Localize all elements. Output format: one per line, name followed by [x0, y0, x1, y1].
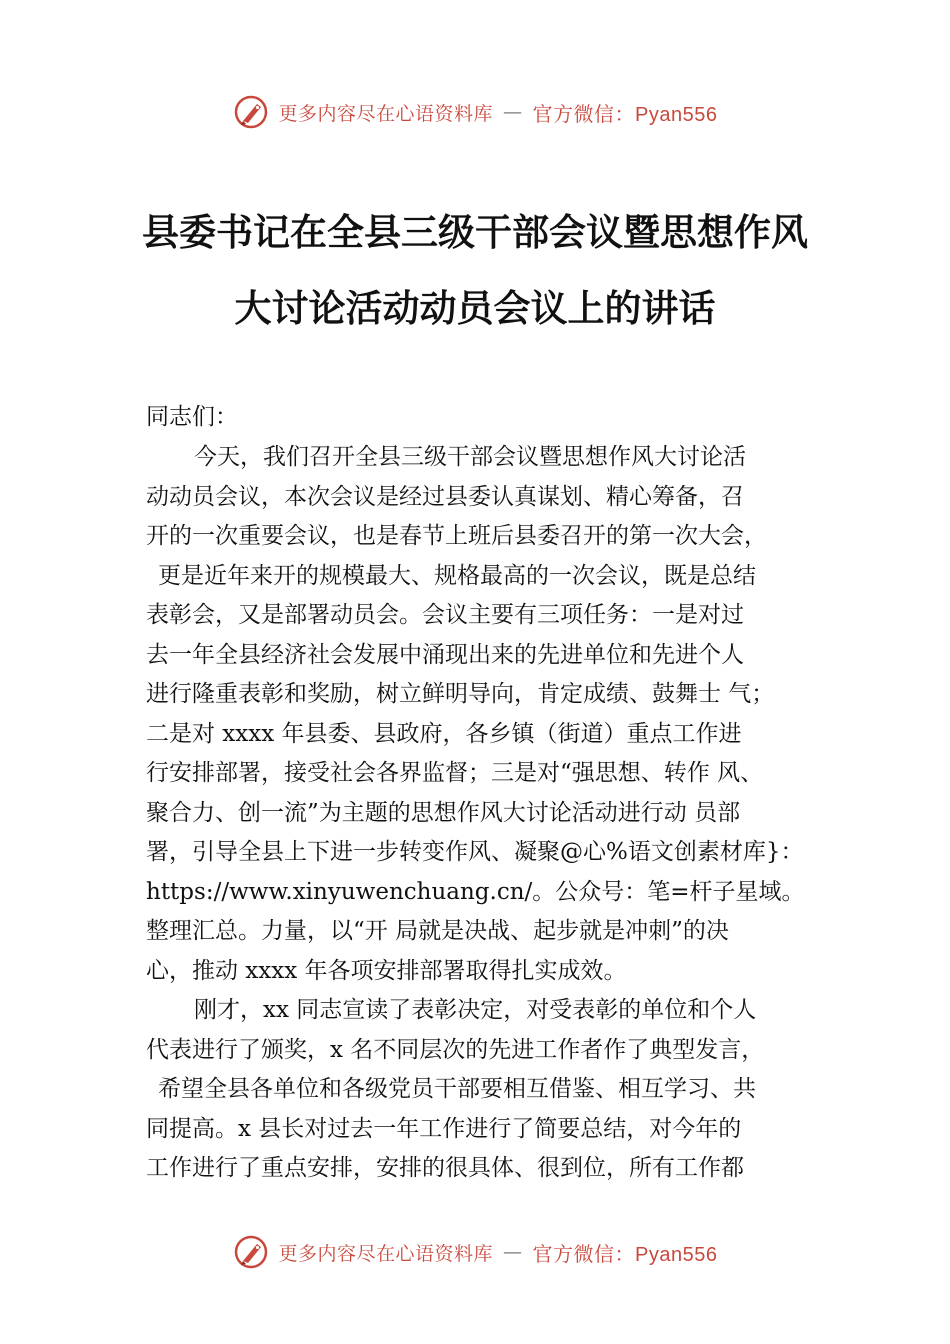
paragraph-2	[146, 991, 846, 1189]
paragraph-line: 工作进行了重点安排，安排的很具体、很到位，所有工作都	[146, 1155, 744, 1181]
banner-separator: —	[503, 1241, 523, 1263]
paragraph-line: https://www.xinyuwenchuang.cn/。公众号：笔=杆子星域。	[146, 878, 805, 905]
paragraph-line: 更是近年来开的规模最大、规格最高的一次会议，既是总结	[158, 562, 756, 589]
salutation: 同志们：	[146, 404, 238, 430]
footer-banner	[0, 1232, 950, 1272]
paragraph-line: 署，引导全县上下进一步转变作风、凝聚@心%语文创素材库}：	[146, 839, 804, 865]
header-banner	[0, 92, 950, 132]
paragraph-line: 行安排部署，接受社会各界监督；三是对“强思想、转作 风、	[146, 760, 764, 786]
banner-separator: —	[503, 101, 523, 123]
pen-nib-logo-icon	[233, 1234, 269, 1270]
paragraph-line: 聚合力、创一流”为主题的思想作风大讨论活动进行动 员部	[146, 799, 741, 826]
document-title-line-2: 大讨论活动动员会议上的讲话	[234, 286, 716, 330]
banner-wechat: 官方微信：Pyan556	[532, 1243, 718, 1266]
paragraph-line: 同提高。x 县长对过去一年工作进行了简要总结，对今年的	[146, 1115, 742, 1142]
paragraph-line: 心，推动 xxxx 年各项安排部署取得扎实成效。	[146, 957, 627, 984]
paragraph-line: 二是对 xxxx 年县委、县政府，各乡镇（街道）重点工作进	[146, 720, 742, 747]
paragraph-line: 开的一次重要会议，也是春节上班后县委召开的第一次大会，	[146, 523, 767, 549]
paragraph-line: 今天，我们召开全县三级干部会议暨思想作风大讨论活	[194, 444, 746, 470]
paragraph-line: 整理汇总。力量，以“开 局就是决战、起步就是冲刺”的决	[146, 918, 729, 944]
banner-text: 更多内容尽在心语资料库	[278, 1242, 494, 1265]
paragraph-line: 进行隆重表彰和奖励，树立鲜明导向，肯定成绩、鼓舞士 气；	[146, 681, 775, 707]
banner-text: 更多内容尽在心语资料库	[278, 102, 494, 125]
paragraph-line: 去一年全县经济社会发展中涌现出来的先进单位和先进个人	[146, 641, 744, 668]
paragraph-line: 代表进行了颁奖，x 名不同层次的先进工作者作了典型发言，	[146, 1036, 765, 1063]
document-title-line-1: 县委书记在全县三级干部会议暨思想作风	[142, 210, 808, 254]
paragraph-1	[146, 438, 846, 991]
paragraph-line: 希望全县各单位和各级党员干部要相互借鉴、相互学习、共	[158, 1076, 756, 1102]
paragraph-line: 刚才，xx 同志宣读了表彰决定，对受表彰的单位和个人	[194, 997, 757, 1023]
banner-wechat: 官方微信：Pyan556	[532, 103, 718, 126]
pen-nib-logo-icon	[233, 94, 269, 130]
paragraph-line: 表彰会，又是部署动员会。会议主要有三项任务：一是对过	[146, 602, 744, 628]
paragraph-line: 动动员会议，本次会议是经过县委认真谋划、精心筹备，召	[146, 483, 744, 510]
